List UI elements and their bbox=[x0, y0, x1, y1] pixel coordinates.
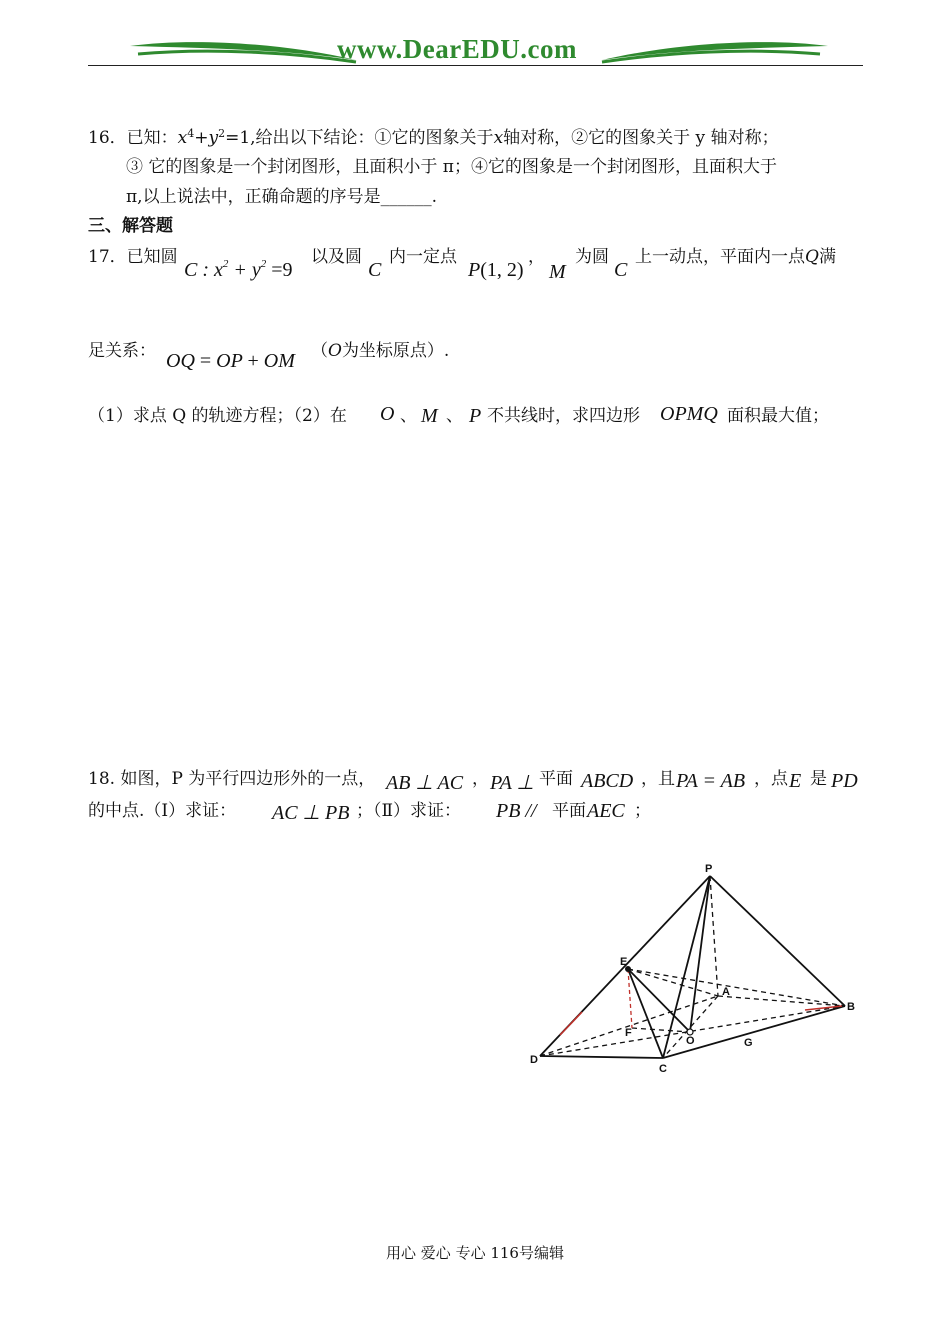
q17-t7-text: 为坐标原点）. bbox=[341, 341, 450, 361]
q17-sep2: 、 bbox=[446, 406, 463, 426]
q17-o: O bbox=[380, 403, 395, 425]
q17-part1c: 面积最大值； bbox=[727, 406, 829, 426]
q18-perp2: PA ⊥ bbox=[490, 772, 534, 794]
q17-q: Q bbox=[805, 247, 819, 267]
edge-DC bbox=[540, 1056, 663, 1058]
edge-PA bbox=[710, 876, 718, 996]
q16-y: y bbox=[208, 128, 219, 148]
q16-x-var: x bbox=[493, 128, 504, 148]
header-swoosh-right bbox=[600, 38, 830, 68]
q18-t7: ；（Ⅱ）求证： bbox=[356, 801, 462, 821]
site-logo: www.DearEDU.com bbox=[337, 34, 577, 64]
q16-line2: ③ 它的图象是一个封闭图形，且面积小于 π；④它的图象是一个封闭图形，且面积大于 bbox=[126, 157, 777, 177]
q17-part1: （1）求点 Q 的轨迹方程；（2）在 bbox=[88, 406, 347, 426]
label-G: G bbox=[744, 1037, 753, 1049]
q16-line3 bbox=[126, 186, 437, 208]
q17-sep1: 、 bbox=[400, 406, 417, 426]
q17-circle-eq: C : $x^2 + y^2 =9$ bbox=[184, 258, 293, 281]
q18-t9: ； bbox=[634, 801, 651, 821]
q17-p: P bbox=[469, 405, 482, 427]
q17-point: P(1, 2) bbox=[468, 259, 524, 281]
label-A: A bbox=[722, 986, 730, 998]
q17-vec-eq: OQ = OP + OM bbox=[166, 350, 295, 372]
q18-number: 18. 如图，P 为平行四边形外的一点， bbox=[88, 769, 376, 789]
q17-number: 17．已知圆 bbox=[88, 247, 178, 267]
q18-perp3: AC ⊥ PB bbox=[272, 802, 350, 824]
q17-t2: 内一定点 bbox=[389, 247, 457, 267]
q17-m: M bbox=[549, 261, 566, 283]
q18-par: PB // bbox=[496, 800, 537, 822]
label-F: F bbox=[625, 1027, 632, 1039]
q18-t3: ，且 bbox=[641, 769, 675, 789]
q17-t3: 为圆 bbox=[575, 247, 609, 267]
label-D: D bbox=[530, 1054, 538, 1066]
q16-exp2: 2 bbox=[218, 127, 226, 140]
q17-t7 bbox=[311, 340, 449, 362]
q18-t2: 平面 bbox=[539, 769, 573, 789]
q16-number: 16．已知： bbox=[88, 128, 178, 148]
edge-DE-red bbox=[560, 1012, 582, 1035]
q16-line3-text: π,以上说法中，正确命题的序号是 bbox=[126, 187, 381, 207]
q17-t7-open: （ bbox=[311, 341, 328, 361]
label-O: O bbox=[686, 1035, 695, 1047]
header-swoosh-left bbox=[128, 38, 358, 68]
q18-t8: 平面 bbox=[552, 801, 586, 821]
section-title: 三、解答题 bbox=[88, 216, 173, 236]
q17-m2: M bbox=[421, 405, 438, 427]
q18-t5: 是 bbox=[810, 769, 827, 789]
q17-c1: C bbox=[368, 259, 382, 281]
q16-line1-tail: 轴对称，②它的图象关于 y 轴对称； bbox=[503, 128, 779, 148]
edge-EC bbox=[628, 969, 663, 1058]
q17-comma: ， bbox=[528, 247, 545, 267]
q18-abcd: ABCD bbox=[581, 770, 634, 792]
q18-aec: AEC bbox=[587, 800, 625, 822]
q18-eq: PA = AB bbox=[676, 770, 746, 792]
label-C: C bbox=[659, 1063, 667, 1075]
label-P: P bbox=[705, 863, 713, 875]
q17-t4-text: 上一动点，平面内一点 bbox=[635, 247, 805, 267]
edge-PO bbox=[690, 876, 710, 1032]
pyramid-figure bbox=[520, 860, 870, 1080]
q16-exp4: 4 bbox=[187, 127, 195, 140]
q17-t7-o: O bbox=[328, 341, 342, 361]
page-footer: 用心 爱心 专心 116号编辑 bbox=[386, 1244, 564, 1262]
q17-c2: C bbox=[614, 259, 628, 281]
label-E: E bbox=[620, 956, 628, 968]
header-rule bbox=[88, 65, 863, 66]
q17-t1: 以及圆 bbox=[311, 247, 362, 267]
q18-pd: PD bbox=[831, 770, 858, 792]
q17-part1b: 不共线时，求四边形 bbox=[487, 406, 640, 426]
q16-x: x bbox=[177, 128, 188, 148]
q18-e: E bbox=[789, 770, 802, 792]
edge-FO bbox=[632, 1028, 690, 1032]
q16-line1 bbox=[88, 127, 779, 149]
q18-perp1: AB ⊥ AC bbox=[386, 772, 464, 794]
edge-AB bbox=[718, 996, 845, 1006]
q17-quad: OPMQ bbox=[660, 403, 718, 425]
label-B: B bbox=[847, 1001, 855, 1013]
q18-t6: 的中点.（Ⅰ）求证： bbox=[88, 801, 237, 821]
q17-t4 bbox=[635, 246, 836, 268]
q16-line3-end: . bbox=[431, 187, 437, 207]
q16-plus: + bbox=[194, 128, 209, 148]
q18-t1: ， bbox=[472, 769, 489, 789]
q17-t5: 满 bbox=[818, 247, 836, 267]
q16-lead-rest: =1,给出以下结论：①它的图象关于 bbox=[225, 128, 494, 148]
q16-blank: ______ bbox=[380, 187, 432, 207]
q18-t4: ，点 bbox=[754, 769, 788, 789]
q17-t6: 足关系： bbox=[88, 341, 156, 361]
